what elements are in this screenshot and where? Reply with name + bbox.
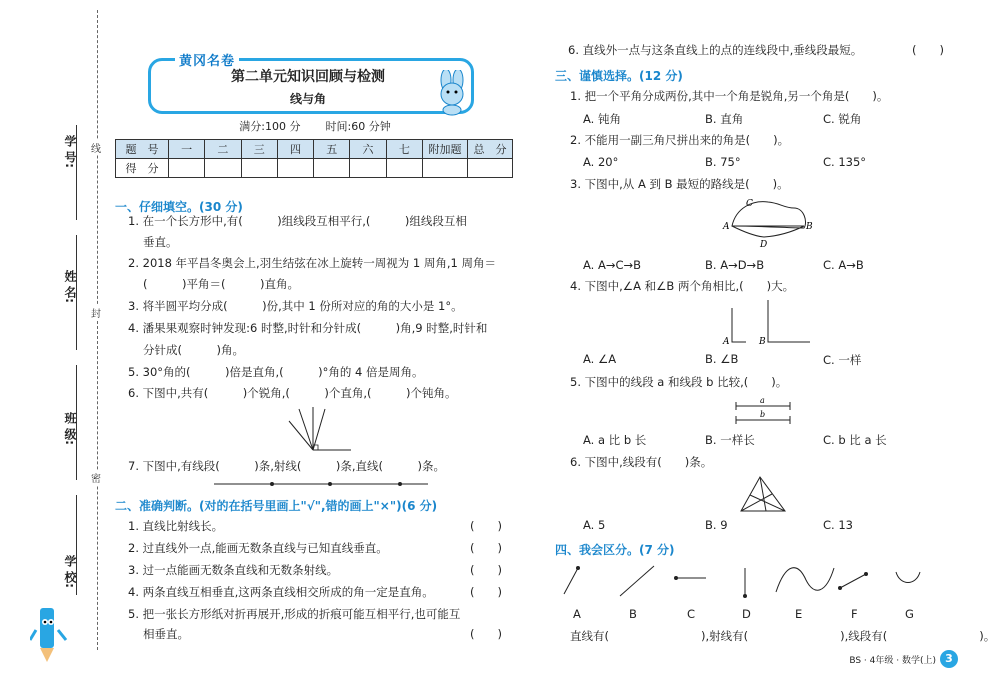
seal-char-feng: 封 — [91, 305, 101, 320]
class-label: 班 级: — [63, 412, 77, 445]
cut-line — [97, 10, 98, 650]
score-cell[interactable] — [423, 159, 468, 178]
fig-label-seg-b: b — [760, 410, 766, 419]
answer-paren[interactable]: ( ) — [470, 519, 502, 533]
s2-item: 5. 把一张长方形纸对折再展开,形成的折痕可能互相平行,也可能互 — [128, 607, 461, 621]
figure-letter: E — [795, 607, 803, 621]
section3-title: 三、谨慎选择。(12 分) — [555, 69, 683, 83]
s1-line: ( )平角＝( )直角。 — [143, 277, 299, 291]
score-cell[interactable] — [386, 159, 422, 178]
s2-item: 2. 过直线外一点,能画无数条直线与已知直线垂直。 — [128, 541, 388, 555]
score-cell[interactable] — [169, 159, 205, 178]
score-header-cell: 三 — [241, 140, 277, 159]
s3-q5-option[interactable]: A. a 比 b 长 — [583, 433, 647, 447]
score-header-cell: 五 — [314, 140, 350, 159]
s3-q2-option[interactable]: A. 20° — [583, 155, 619, 169]
score-row — [116, 159, 513, 178]
score-cell[interactable] — [277, 159, 313, 178]
rabbit-mascot-icon — [428, 70, 476, 116]
score-row-label: 得 分 — [116, 159, 169, 178]
figure-letter: F — [851, 607, 858, 621]
score-header-cell: 题 号 — [116, 140, 169, 159]
score-header-row — [116, 140, 513, 159]
answer-paren[interactable]: ( ) — [912, 43, 944, 57]
pencil-mascot-icon — [30, 600, 70, 670]
s3-q2-option[interactable]: B. 75° — [705, 155, 741, 169]
seal-char-mi: 密 — [91, 470, 101, 485]
s3-q1-option[interactable]: B. 直角 — [705, 112, 744, 126]
school-label: 学 校: — [63, 555, 77, 588]
line-segment-figure — [210, 478, 430, 490]
s3-q1-option[interactable]: A. 钝角 — [583, 112, 621, 126]
s3-q3-stem: 3. 下图中,从 A 到 B 最短的路线是( )。 — [570, 177, 789, 191]
s3-q3-option[interactable]: C. A→B — [823, 258, 864, 272]
line-types-figure — [560, 562, 930, 602]
figure-letter: C — [687, 607, 696, 621]
fig-label-angle-b: B — [759, 337, 766, 346]
s3-q3-option[interactable]: A. A→C→B — [583, 258, 642, 272]
s1-line: 2. 2018 年平昌冬奥会上,羽生结弦在冰上旋转一周视为 1 周角,1 周角＝ — [128, 256, 496, 270]
section4-title: 四、我会区分。(7 分) — [555, 543, 675, 557]
section2-title: 二、准确判断。(对的在括号里画上"√",错的画上"×")(6 分) — [115, 499, 438, 513]
fig-label-b: B — [806, 222, 813, 232]
score-cell[interactable] — [205, 159, 241, 178]
figure-letter: B — [629, 607, 637, 621]
fig-label-d: D — [760, 240, 768, 250]
page-number: 3 — [940, 650, 958, 668]
s3-q6-option[interactable]: B. 9 — [705, 518, 728, 532]
footer-text: BS · 4年级 · 数学(上) — [849, 656, 936, 666]
id-label: 学 号: — [63, 135, 77, 168]
score-cell[interactable] — [468, 159, 513, 178]
page-title: 第二单元知识回顾与检测 — [231, 69, 385, 85]
s3-q2-stem: 2. 不能用一副三角尺拼出来的角是( )。 — [570, 133, 790, 147]
section1-title: 一、仔细填空。(30 分) — [115, 200, 243, 214]
exam-time: 时间:60 分钟 — [325, 120, 391, 133]
score-cell[interactable] — [241, 159, 277, 178]
s1-line: 7. 下图中,有线段( )条,射线( )条,直线( )条。 — [128, 459, 446, 473]
score-header-cell: 四 — [277, 140, 313, 159]
s2-item: 相垂直。 — [143, 627, 189, 641]
s1-line: 5. 30°角的( )倍是直角,( )°角的 4 倍是周角。 — [128, 365, 424, 379]
s3-q5-stem: 5. 下图中的线段 a 和线段 b 比较,( )。 — [570, 375, 788, 389]
s3-q4-option[interactable]: B. ∠B — [705, 352, 739, 366]
answer-paren[interactable]: ( ) — [470, 563, 502, 577]
score-cell[interactable] — [314, 159, 350, 178]
fig-label-c: C — [746, 199, 753, 209]
answer-paren[interactable]: ( ) — [470, 585, 502, 599]
binding-strip — [0, 0, 110, 693]
brand-logo: 黄冈名卷 — [175, 50, 239, 69]
fig-label-a: A — [723, 222, 730, 232]
s1-line: 4. 潘果果观察时钟发现:6 时整,时针和分针成( )角,9 时整,时针和 — [128, 321, 488, 335]
s3-q4-stem: 4. 下图中,∠A 和∠B 两个角相比,( )大。 — [570, 279, 795, 293]
score-header-cell: 二 — [205, 140, 241, 159]
answer-paren[interactable]: ( ) — [470, 541, 502, 555]
s4-answer-line[interactable]: 直线有( ),射线有( ),线段有( )。 — [570, 629, 996, 643]
score-header-cell: 六 — [350, 140, 386, 159]
s3-q5-option[interactable]: B. 一样长 — [705, 433, 755, 447]
s1-line: 6. 下图中,共有( )个锐角,( )个直角,( )个钝角。 — [128, 386, 457, 400]
figure-letter: D — [742, 607, 751, 621]
s2-item: 1. 直线比射线长。 — [128, 519, 224, 533]
s3-q5-option[interactable]: C. b 比 a 长 — [823, 433, 887, 447]
s3-q1-option[interactable]: C. 锐角 — [823, 112, 862, 126]
fig-label-seg-a: a — [760, 396, 765, 405]
s1-line: 垂直。 — [143, 235, 178, 249]
angle-compare-figure — [720, 298, 812, 346]
s1-line: 3. 将半圆平均分成( )份,其中 1 份所对应的角的大小是 1°。 — [128, 299, 463, 313]
s3-q4-option[interactable]: C. 一样 — [823, 353, 862, 367]
answer-paren[interactable]: ( ) — [470, 627, 502, 641]
name-label: 姓 名: — [63, 270, 77, 303]
s3-q1-stem: 1. 把一个平角分成两份,其中一个角是锐角,另一个角是( )。 — [570, 89, 889, 103]
s3-q6-stem: 6. 下图中,线段有( )条。 — [570, 455, 713, 469]
segment-compare-figure — [730, 396, 796, 424]
page-subtitle: 线与角 — [289, 92, 326, 106]
figure-letter: A — [573, 607, 581, 621]
s3-q6-option[interactable]: A. 5 — [583, 518, 606, 532]
figure-letter: G — [905, 607, 914, 621]
angle-figure — [285, 405, 355, 455]
score-table — [115, 139, 513, 178]
s2-item: 6. 直线外一点与这条直线上的点的连线段中,垂线段最短。 — [568, 43, 863, 57]
score-header-cell: 总 分 — [468, 140, 513, 159]
seal-char-xian: 线 — [91, 140, 101, 155]
exam-meta — [115, 118, 515, 134]
s2-item: 4. 两条直线互相垂直,这两条直线相交所成的角一定是直角。 — [128, 585, 434, 599]
s1-line: 1. 在一个长方形中,有( )组线段互相平行,( )组线段互相 — [128, 214, 467, 228]
full-score: 满分:100 分 — [239, 120, 301, 133]
s2-item: 3. 过一点能画无数条直线和无数条射线。 — [128, 563, 339, 577]
score-header-cell: 附加题 — [423, 140, 468, 159]
s3-q4-option[interactable]: A. ∠A — [583, 352, 617, 366]
score-cell[interactable] — [350, 159, 386, 178]
score-header-cell: 七 — [386, 140, 422, 159]
s3-q3-option[interactable]: B. A→D→B — [705, 258, 765, 272]
score-header-cell: 一 — [169, 140, 205, 159]
route-figure — [722, 194, 814, 250]
s3-q6-option[interactable]: C. 13 — [823, 518, 853, 532]
s1-line: 分针成( )角。 — [143, 343, 244, 357]
triangle-figure — [738, 474, 788, 514]
s3-q2-option[interactable]: C. 135° — [823, 155, 867, 169]
fig-label-angle-a: A — [723, 337, 730, 346]
